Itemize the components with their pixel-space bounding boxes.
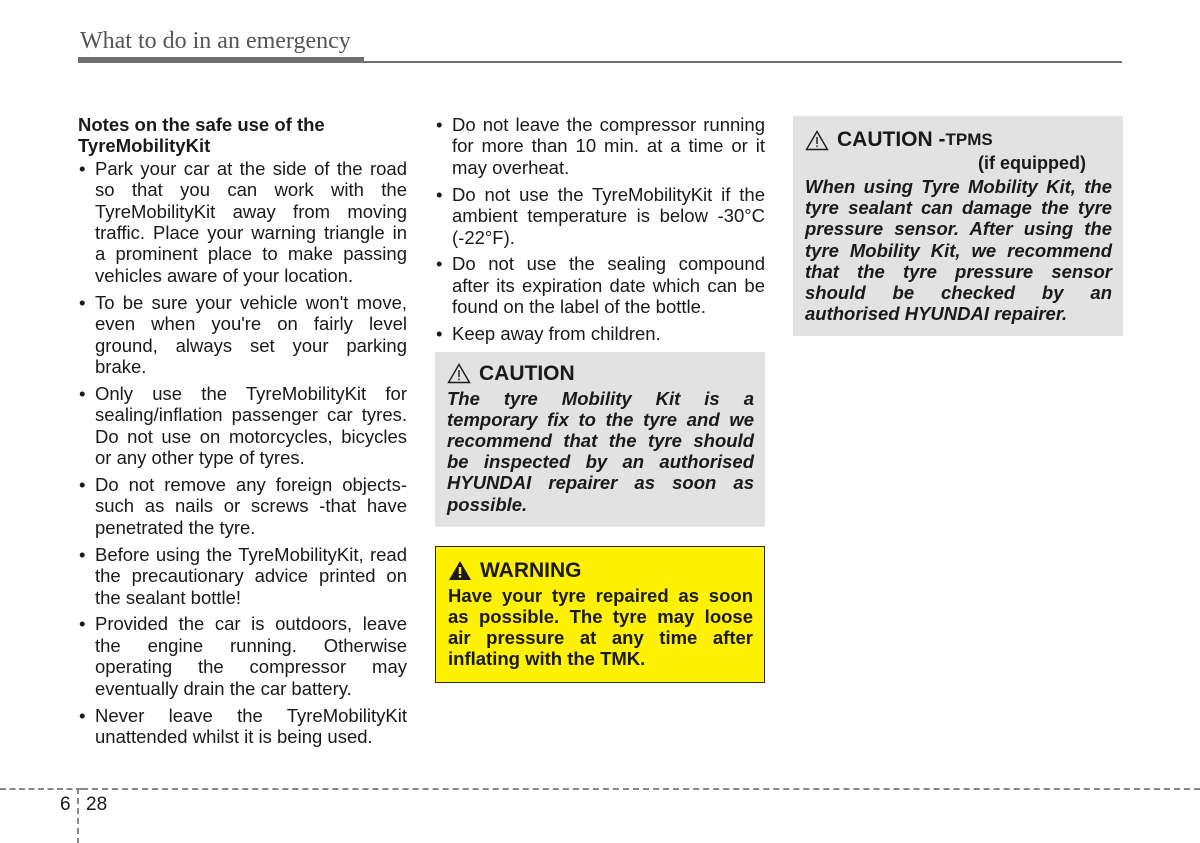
list-item: • Keep away from children. (435, 323, 765, 344)
page-header-title: What to do in an emergency (80, 28, 351, 54)
list-item: • Only use the TyreMobilityKit for sealing/inflation passenger car tyres. Do not use on motorcycles, bicycles or any other type of tyres. (78, 383, 407, 469)
caution-triangle-outline-icon (805, 130, 829, 151)
caution-title (447, 362, 754, 386)
footer-dashed-rule (82, 788, 1200, 790)
list-item: • Do not use the sealing compound after its expiration date which can be found on the label of the bottle. (435, 253, 765, 317)
column-3 (793, 114, 1123, 336)
caution-triangle-outline-icon (447, 363, 471, 384)
warning-title-text: WARNING (480, 558, 582, 582)
caution-tpms-title-main: CAUTION - (837, 128, 946, 151)
chapter-number: 6 (60, 794, 71, 815)
footer-vertical-dashed-rule (77, 788, 79, 843)
caution-tpms-box (793, 116, 1123, 336)
notes-bullet-list (78, 158, 407, 748)
list-item: • Before using the TyreMobilityKit, read the precautionary advice printed on the sealant bottle! (78, 544, 407, 608)
header-rule-thin (364, 61, 1122, 63)
list-item: • To be sure your vehicle won't move, even when you're on fairly level ground, always set your parking brake. (78, 292, 407, 378)
caution-tpms-subtitle: (if equipped) (978, 153, 1086, 173)
warning-triangle-filled-icon (448, 560, 472, 581)
column-1 (78, 114, 407, 753)
column-2 (435, 114, 765, 683)
list-item: • Do not remove any foreign objects-such as nails or screws -that have penetrated the tyre. (78, 474, 407, 538)
list-item: • Never leave the TyreMobilityKit unattended whilst it is being used. (78, 705, 407, 748)
list-item: • Do not leave the compressor running for more than 10 min. at a time or it may overheat. (435, 114, 765, 178)
list-item: • Provided the car is outdoors, leave the engine running. Otherwise operating the compressor may eventually drain the car battery. (78, 613, 407, 699)
caution-box (435, 352, 765, 527)
caution-tpms-title-small: TPMS (945, 130, 993, 149)
notes-bullet-list-continued (435, 114, 765, 345)
list-item: • Do not use the TyreMobilityKit if the ambient temperature is below -30°C (-22°F). (435, 184, 765, 248)
warning-box (435, 546, 765, 683)
footer-dashed-rule (0, 788, 82, 790)
list-item: • Park your car at the side of the road so that you can work with the TyreMobilityKit away from moving traffic. Place your warning triangle in a prominent place to make passing vehicles aware of your location. (78, 158, 407, 286)
caution-tpms-title (805, 128, 1112, 152)
caution-tpms-body: When using Tyre Mobility Kit, the tyre sealant can damage the tyre pressure sensor. After using the tyre Mobility Kit, we recommend that the tyre pressure sensor should be checked by an authorised HYUNDAI repairer. (805, 176, 1112, 325)
warning-body: Have your tyre repaired as soon as possible. The tyre may loose air pressure at any time after inflating with the TMK. (448, 584, 753, 670)
caution-title-text: CAUTION (479, 361, 575, 385)
caution-body: The tyre Mobility Kit is a temporary fix to the tyre and we recommend that the tyre should be inspected by an authorised HYUNDAI repairer as soon as possible. (447, 387, 754, 515)
header-rule-thick (78, 57, 364, 63)
warning-title (448, 559, 753, 583)
section-heading: Notes on the safe use of the TyreMobilityKit (78, 114, 325, 157)
page-number: 28 (86, 794, 108, 815)
